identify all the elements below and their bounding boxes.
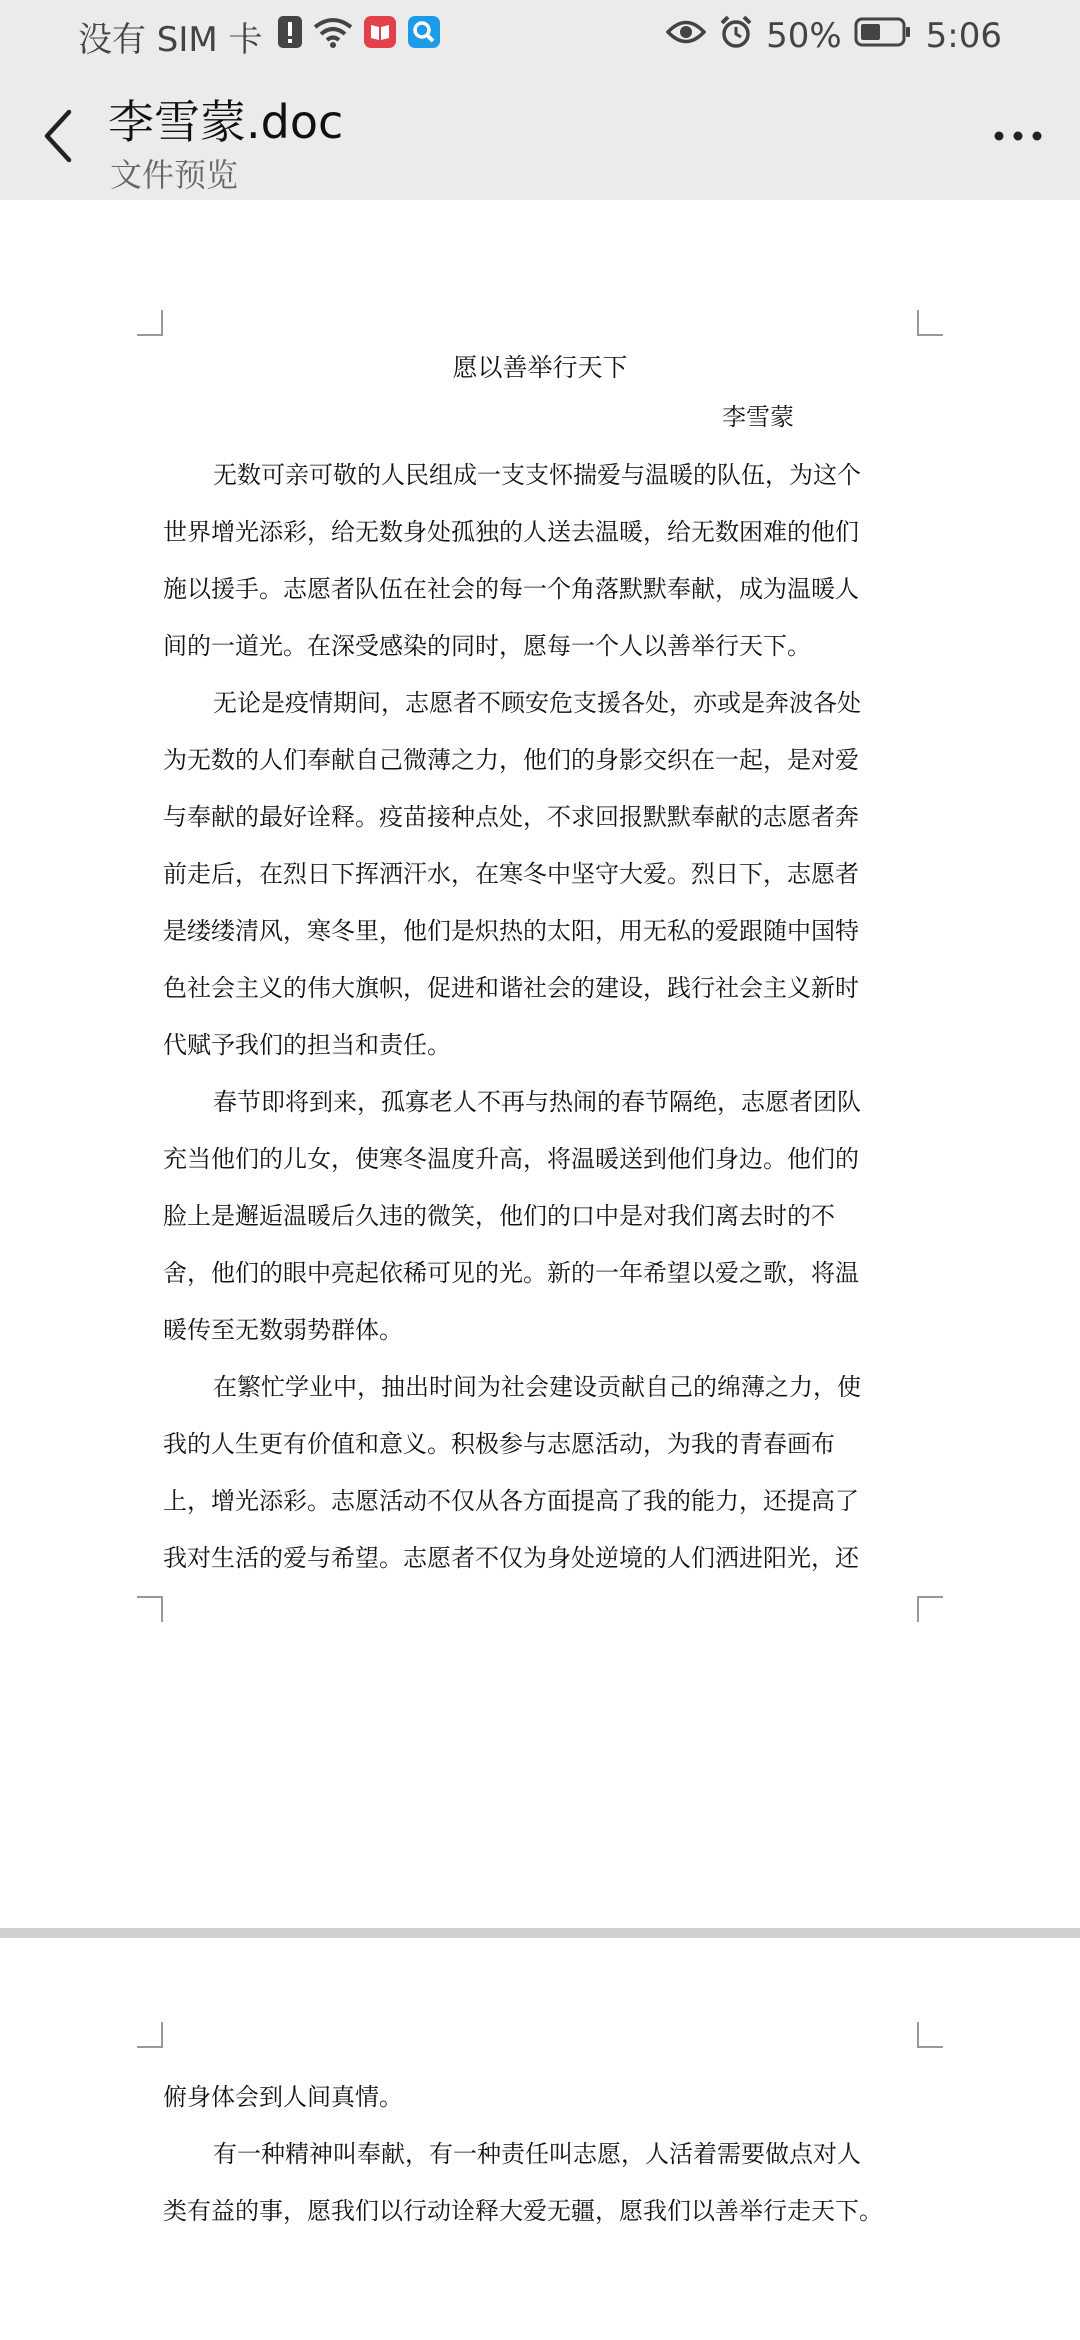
back-button[interactable] [22, 96, 94, 176]
crop-mark [137, 2022, 163, 2048]
paragraph-line: 脸上是邂逅温暖后久违的微笑，他们的口中是对我们离去时的不 [163, 1202, 835, 1230]
document-filename: 李雪蒙.doc [108, 95, 344, 149]
paragraph-line: 有一种精神叫奉献，有一种责任叫志愿，人活着需要做点对人 [213, 2140, 861, 2168]
paragraph-line: 我对生活的爱与希望。志愿者不仅为身处逆境的人们洒进阳光，还 [163, 1544, 859, 1572]
paragraph-line: 为无数的人们奉献自己微薄之力，他们的身影交织在一起，是对爱 [163, 746, 859, 774]
paragraph-line: 春节即将到来，孤寡老人不再与热闹的春节隔绝，志愿者团队 [213, 1088, 861, 1116]
battery-icon [854, 16, 912, 56]
paragraph-line: 无数可亲可敬的人民组成一支支怀揣爱与温暖的队伍，为这个 [213, 461, 861, 489]
file-preview-label: 文件预览 [110, 156, 239, 194]
back-arrow-icon [41, 108, 75, 164]
paragraph-line: 是缕缕清风，寒冬里，他们是炽热的太阳，用无私的爱跟随中国特 [163, 917, 859, 945]
alert-icon [277, 15, 303, 58]
page-separator [0, 1928, 1080, 1938]
eye-icon [666, 16, 706, 56]
paragraph-line: 我的人生更有价值和意义。积极参与志愿活动，为我的青春画布 [163, 1430, 835, 1458]
paragraph-line: 世界增光添彩，给无数身处孤独的人送去温暖，给无数困难的他们 [163, 518, 859, 546]
status-bar [0, 0, 1080, 72]
document-title: 愿以善举行天下 [452, 353, 628, 382]
paragraph-line: 无论是疫情期间，志愿者不顾安危支援各处，亦或是奔波各处 [213, 689, 861, 717]
search-app-icon [407, 15, 441, 58]
more-dots-icon [993, 130, 1043, 142]
crop-mark [917, 2022, 943, 2048]
paragraph-line: 暖传至无数弱势群体。 [163, 1316, 403, 1344]
more-options-button[interactable] [978, 104, 1058, 168]
paragraph-line: 充当他们的儿女，使寒冬温度升高，将温暖送到他们身边。他们的 [163, 1145, 859, 1173]
crop-mark [917, 1596, 943, 1622]
document-viewer[interactable] [0, 200, 1080, 2340]
alarm-icon [718, 14, 754, 59]
crop-mark [137, 1596, 163, 1622]
paragraph-line: 在繁忙学业中，抽出时间为社会建设贡献自己的绵薄之力，使 [213, 1373, 861, 1401]
paragraph-line: 间的一道光。在深受感染的同时，愿每一个人以善举行天下。 [163, 632, 811, 660]
book-app-icon [363, 15, 397, 58]
paragraph-line: 与奉献的最好诠释。疫苗接种点处，不求回报默默奉献的志愿者奔 [163, 803, 859, 831]
paragraph-line: 俯身体会到人间真情。 [163, 2083, 403, 2111]
paragraph-line: 类有益的事，愿我们以行动诠释大爱无疆，愿我们以善举行走天下。 [163, 2197, 883, 2225]
crop-mark [137, 310, 163, 336]
paragraph-line: 舍，他们的眼中亮起依稀可见的光。新的一年希望以爱之歌，将温 [163, 1259, 859, 1287]
clock: 5:06 [925, 16, 1002, 56]
battery-percent: 50% [766, 16, 842, 56]
document-author: 李雪蒙 [722, 403, 794, 431]
carrier-label: 没有 SIM 卡 [78, 19, 263, 60]
paragraph-line: 上，增光添彩。志愿活动不仅从各方面提高了我的能力，还提高了 [163, 1487, 859, 1515]
paragraph-line: 色社会主义的伟大旗帜，促进和谐社会的建设，践行社会主义新时 [163, 974, 859, 1002]
app-bar [0, 72, 1080, 200]
wifi-icon [313, 15, 353, 58]
paragraph-line: 施以援手。志愿者队伍在社会的每一个角落默默奉献，成为温暖人 [163, 575, 859, 603]
top-band [0, 0, 1080, 200]
paragraph-line: 代赋予我们的担当和责任。 [163, 1031, 451, 1059]
paragraph-line: 前走后，在烈日下挥洒汗水，在寒冬中坚守大爱。烈日下，志愿者 [163, 860, 859, 888]
crop-mark [917, 310, 943, 336]
